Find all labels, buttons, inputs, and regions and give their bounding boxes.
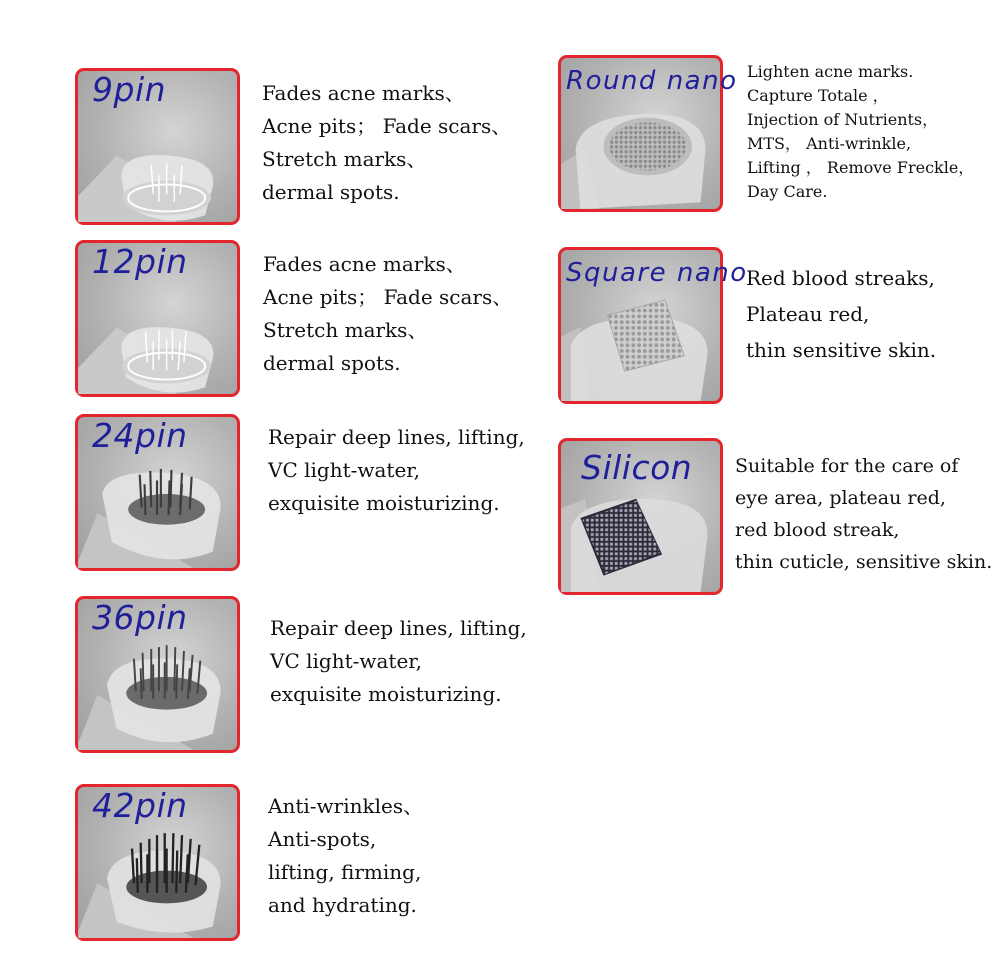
- product-image-24pin: [75, 414, 240, 571]
- description-line: Repair deep lines, lifting,: [270, 616, 527, 640]
- description-line: dermal spots.: [262, 180, 400, 204]
- description-line: thin sensitive skin.: [746, 338, 937, 362]
- product-label-12pin: 12pin: [92, 242, 188, 281]
- product-image-42pin: [75, 784, 240, 941]
- description-line: Lifting ， Remove Freckle，: [747, 158, 975, 177]
- description-line: Day Care.: [747, 182, 828, 201]
- description-line: thin cuticle, sensitive skin.: [735, 551, 992, 573]
- product-description-12pin: [263, 248, 512, 380]
- description-line: VC light-water,: [270, 649, 423, 673]
- product-description-24pin: [268, 421, 525, 520]
- description-line: Acne pits； Fade scars、: [262, 114, 512, 138]
- description-line: Acne pits； Fade scars、: [263, 285, 513, 309]
- description-line: Fades acne marks、: [262, 81, 465, 105]
- product-label-round-nano: Round nano: [566, 66, 738, 96]
- description-line: Stretch marks、: [263, 318, 428, 342]
- description-line: and hydrating.: [268, 893, 417, 917]
- description-line: Red blood streaks,: [746, 266, 935, 290]
- product-image-square-nano: [558, 247, 748, 404]
- description-line: Fades acne marks、: [263, 252, 466, 276]
- product-image-12pin: [75, 240, 240, 397]
- description-line: MTS， Anti-wrinkle,: [747, 134, 912, 153]
- description-line: Stretch marks、: [262, 147, 427, 171]
- description-line: Anti-spots,: [268, 827, 377, 851]
- description-line: Anti-wrinkles、: [268, 794, 424, 818]
- description-line: lifting, firming,: [268, 860, 422, 884]
- description-line: exquisite moisturizing.: [268, 491, 500, 515]
- description-line: VC light-water,: [268, 458, 421, 482]
- description-line: Suitable for the care of: [735, 455, 959, 477]
- description-line: Plateau red,: [746, 302, 870, 326]
- description-line: dermal spots.: [263, 351, 401, 375]
- product-description-square-nano: [746, 260, 936, 368]
- product-image-round-nano: [558, 55, 738, 212]
- product-image-9pin: [75, 68, 240, 225]
- product-description-silicon: [735, 450, 992, 578]
- product-label-square-nano: Square nano: [566, 258, 748, 288]
- product-description-42pin: [268, 790, 423, 922]
- product-description-36pin: [270, 612, 527, 711]
- description-line: Repair deep lines, lifting,: [268, 425, 525, 449]
- product-label-9pin: 9pin: [92, 70, 167, 109]
- product-description-round-nano: [747, 60, 974, 204]
- product-label-24pin: 24pin: [92, 416, 188, 455]
- product-image-silicon: [558, 438, 723, 595]
- description-line: Injection of Nutrients，: [747, 110, 939, 129]
- description-line: Capture Totale ，: [747, 86, 889, 105]
- description-line: exquisite moisturizing.: [270, 682, 502, 706]
- description-line: eye area, plateau red,: [735, 487, 946, 509]
- product-label-silicon: Silicon: [581, 448, 693, 487]
- product-description-9pin: [262, 77, 511, 209]
- product-image-36pin: [75, 596, 240, 753]
- product-label-42pin: 42pin: [92, 786, 188, 825]
- description-line: Lighten acne marks.: [747, 62, 914, 81]
- product-label-36pin: 36pin: [92, 598, 188, 637]
- description-line: red blood streak,: [735, 519, 900, 541]
